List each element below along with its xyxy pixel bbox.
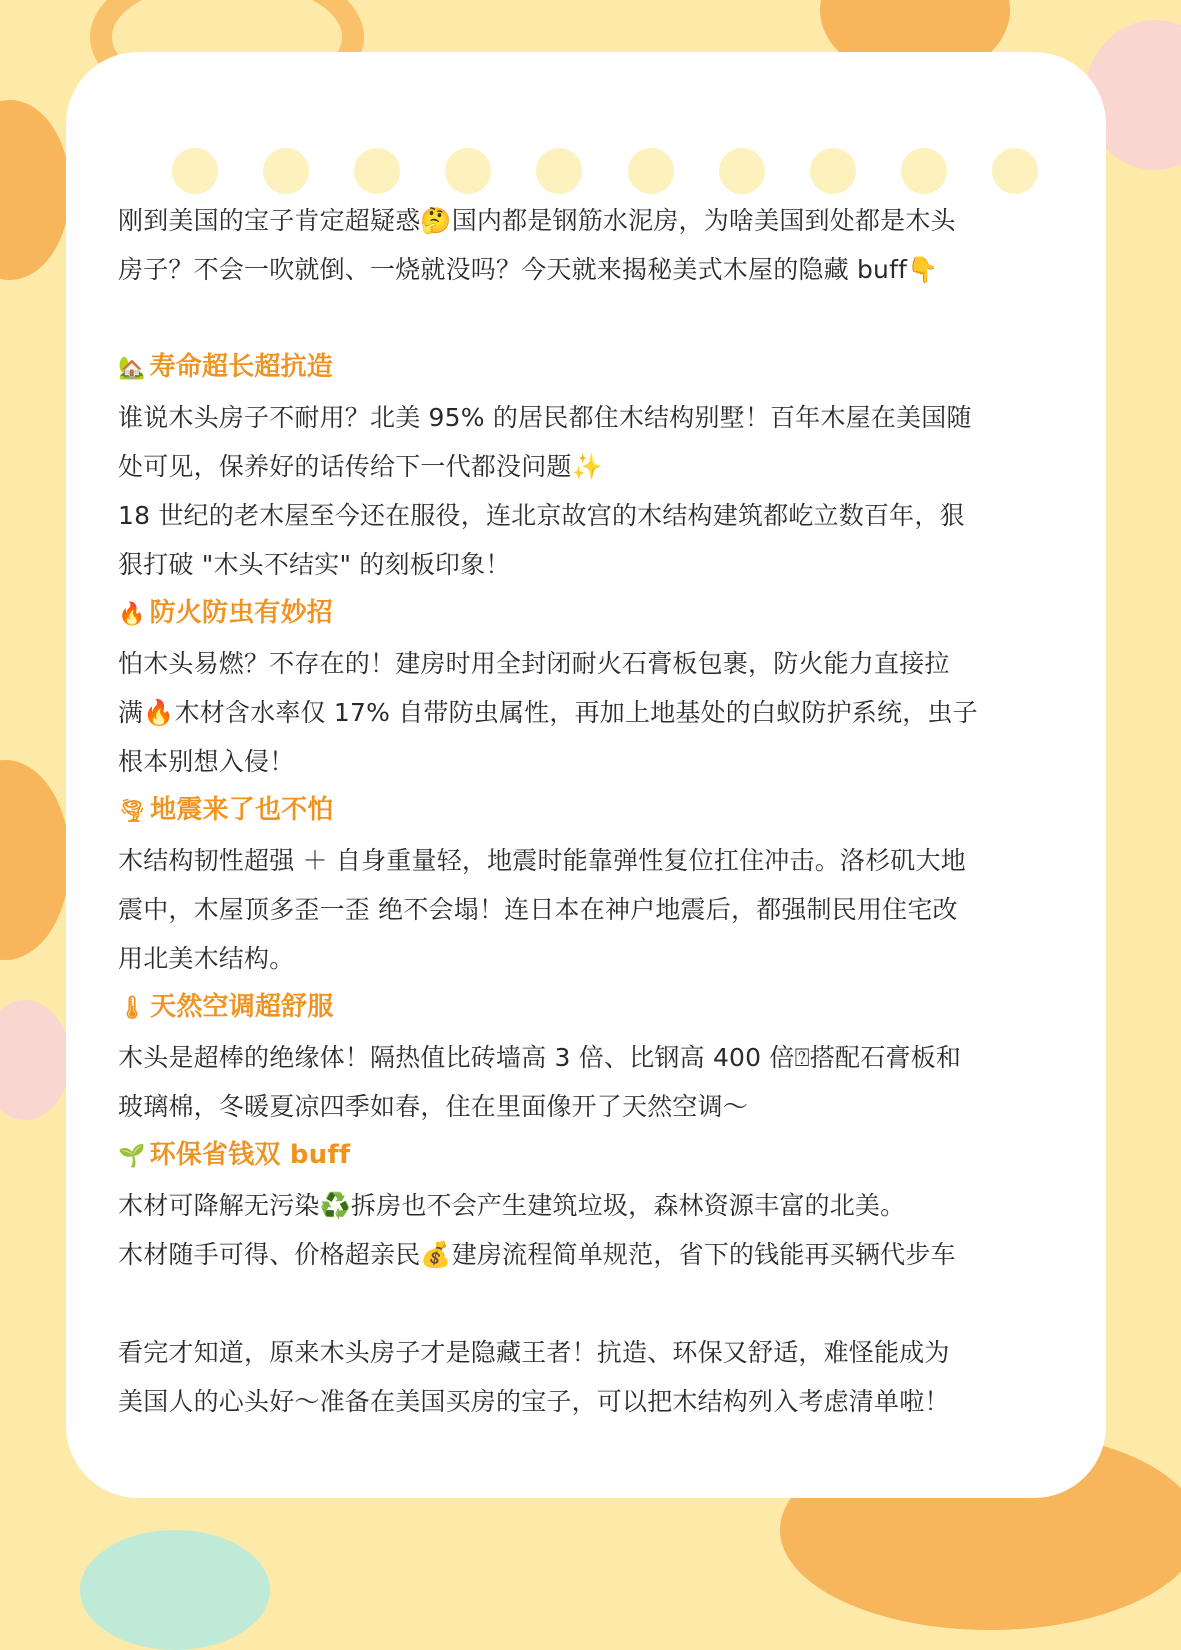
content-card <box>66 52 1106 1498</box>
section-heading-insulation <box>118 983 1068 1033</box>
section-line: 怕木头易燃？不存在的！建房时用全封闭耐火石膏板包裹，防火能力直接拉 <box>118 649 950 678</box>
dot <box>263 148 309 194</box>
outro-line-2: 美国人的心头好～准备在美国买房的宝子，可以把木结构列入考虑清单啦！ <box>118 1387 950 1416</box>
section-line: 满🔥木材含水率仅 17% 自带防虫属性，再加上地基处的白蚁防护系统，虫子 <box>118 698 978 727</box>
decorative-dots <box>172 148 1038 194</box>
section-line: 处可见，保养好的话传给下一代都没问题✨ <box>118 452 603 481</box>
bg-blob-left-top <box>0 100 70 280</box>
outro-line-1: 看完才知道，原来木头房子才是隐藏王者！抗造、环保又舒适，难怪能成为 <box>118 1338 950 1367</box>
spacer <box>118 1279 1068 1328</box>
section-line: 谁说木头房子不耐用？北美 95% 的居民都住木结构别墅！百年木屋在美国随 <box>118 403 972 432</box>
section-line: 狠打破 "木头不结实" 的刻板印象！ <box>118 550 511 579</box>
section-line: 木结构韧性超强 ＋ 自身重量轻，地震时能靠弹性复位扛住冲击。洛杉矶大地 <box>118 846 966 875</box>
section-title: 天然空调超舒服 <box>150 992 334 1022</box>
section-line: 木头是超棒的绝缘体！隔热值比砖墙高 3 倍、比钢高 400 倍⍰搭配石膏板和 <box>118 1043 962 1072</box>
fire-icon: 🔥 <box>118 602 146 627</box>
dot <box>719 148 765 194</box>
section-title: 环保省钱双 buff <box>149 1140 351 1170</box>
dot <box>992 148 1038 194</box>
dot <box>901 148 947 194</box>
tornado-icon: 🌪 <box>118 799 147 824</box>
section-title: 地震来了也不怕 <box>150 795 334 825</box>
dot <box>354 148 400 194</box>
dot <box>536 148 582 194</box>
dot <box>810 148 856 194</box>
section-line: 用北美木结构。 <box>118 944 295 973</box>
dot <box>445 148 491 194</box>
dot <box>628 148 674 194</box>
section-heading-lifespan <box>118 343 1068 393</box>
seedling-icon: 🌱 <box>118 1144 146 1169</box>
spacer <box>118 294 1068 343</box>
section-line: 木材随手可得、价格超亲民💰建房流程简单规范，省下的钱能再买辆代步车 <box>118 1240 956 1269</box>
intro-line-2: 房子？不会一吹就倒、一烧就没吗？今天就来揭秘美式木屋的隐藏 buff👇 <box>118 255 939 284</box>
section-line: 18 世纪的老木屋至今还在服役，连北京故宫的木结构建筑都屹立数百年，狠 <box>118 501 965 530</box>
section-title: 寿命超长超抗造 <box>149 352 333 382</box>
article-body <box>118 196 1068 1426</box>
intro-line-1: 刚到美国的宝子肯定超疑惑🤔国内都是钢筋水泥房，为啥美国到处都是木头 <box>118 206 956 235</box>
section-line: 根本别想入侵！ <box>118 747 295 776</box>
house-icon: 🏡 <box>118 356 146 381</box>
section-line: 玻璃棉，冬暖夏凉四季如春，住在里面像开了天然空调～ <box>118 1092 749 1121</box>
bg-blob-bottom-left <box>80 1530 270 1650</box>
bg-blob-left-mid <box>0 760 70 960</box>
section-heading-fireproof <box>118 589 1068 639</box>
bg-blob-left-pink <box>0 1000 70 1120</box>
section-line: 木材可降解无污染♻️拆房也不会产生建筑垃圾，森林资源丰富的北美。 <box>118 1191 906 1220</box>
section-line: 震中，木屋顶多歪一歪 绝不会塌！连日本在神户地震后，都强制民用住宅改 <box>118 895 958 924</box>
section-heading-eco <box>118 1131 1068 1181</box>
section-heading-earthquake <box>118 786 1068 836</box>
dot <box>172 148 218 194</box>
section-title: 防火防虫有妙招 <box>149 598 333 628</box>
thermometer-icon: 🌡 <box>118 996 147 1021</box>
